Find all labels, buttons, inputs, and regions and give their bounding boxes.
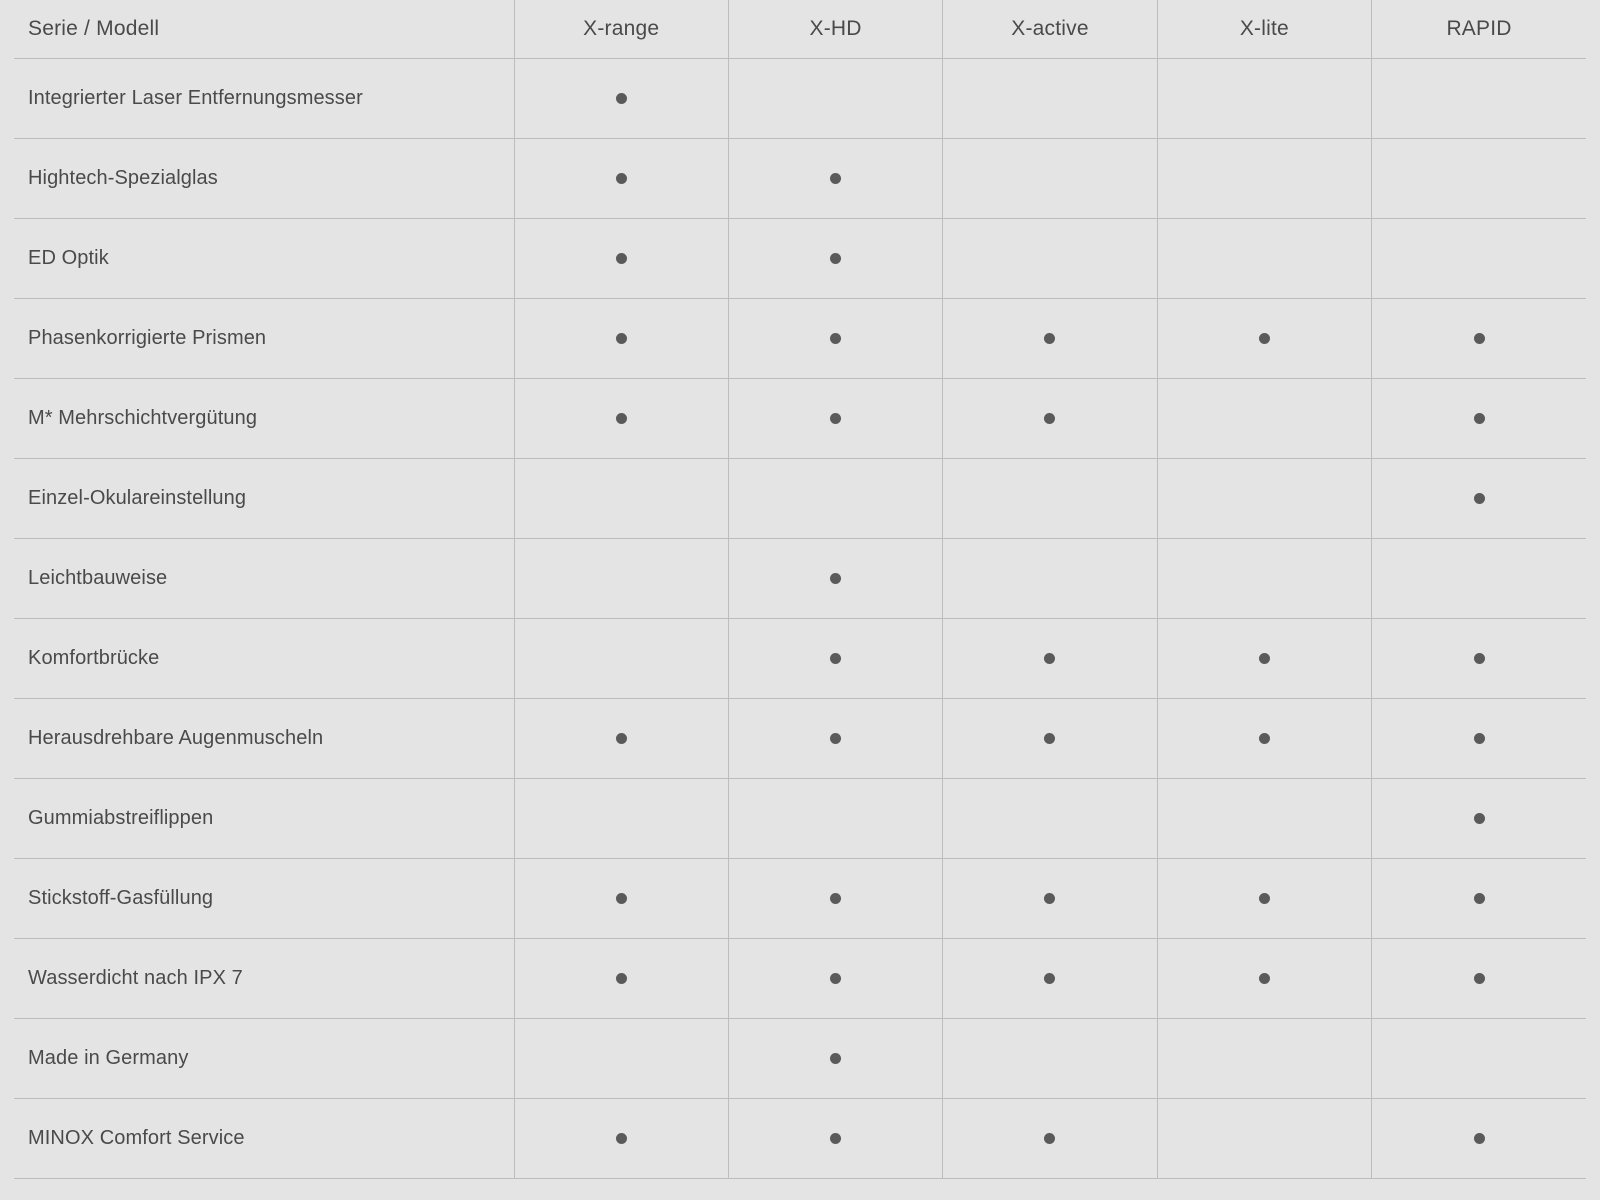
bullet-dot-icon <box>616 173 627 184</box>
feature-availability-cell <box>1372 139 1586 219</box>
feature-availability-cell <box>728 539 942 619</box>
feature-availability-cell <box>728 299 942 379</box>
bullet-dot-icon <box>1044 893 1055 904</box>
feature-label: Phasenkorrigierte Prismen <box>14 299 514 379</box>
feature-availability-cell <box>943 59 1157 139</box>
feature-availability-cell <box>514 139 728 219</box>
bullet-dot-icon <box>1474 333 1485 344</box>
table-body <box>14 59 1586 1179</box>
table-row <box>14 539 1586 619</box>
feature-availability-cell <box>943 779 1157 859</box>
feature-availability-cell <box>1372 1019 1586 1099</box>
feature-availability-cell <box>1372 1099 1586 1179</box>
feature-availability-cell <box>514 299 728 379</box>
column-header-model-1: X-HD <box>728 0 942 59</box>
feature-label: ED Optik <box>14 219 514 299</box>
feature-availability-cell <box>514 1019 728 1099</box>
feature-availability-cell <box>1157 1099 1371 1179</box>
table-row <box>14 619 1586 699</box>
header-row <box>14 0 1586 59</box>
feature-availability-cell <box>728 779 942 859</box>
feature-availability-cell <box>1372 219 1586 299</box>
feature-availability-cell <box>1157 299 1371 379</box>
feature-availability-cell <box>514 539 728 619</box>
feature-availability-cell <box>728 379 942 459</box>
bullet-dot-icon <box>1259 733 1270 744</box>
feature-availability-cell <box>514 379 728 459</box>
table-row <box>14 139 1586 219</box>
table-row <box>14 699 1586 779</box>
table-header <box>14 0 1586 59</box>
feature-label: Integrierter Laser Entfernungsmesser <box>14 59 514 139</box>
feature-availability-cell <box>1372 939 1586 1019</box>
feature-availability-cell <box>1157 859 1371 939</box>
bullet-dot-icon <box>616 413 627 424</box>
feature-availability-cell <box>728 1019 942 1099</box>
bullet-dot-icon <box>1044 973 1055 984</box>
feature-availability-cell <box>728 1099 942 1179</box>
bullet-dot-icon <box>830 973 841 984</box>
bullet-dot-icon <box>616 253 627 264</box>
feature-availability-cell <box>1372 619 1586 699</box>
feature-label: Komfortbrücke <box>14 619 514 699</box>
bullet-dot-icon <box>616 333 627 344</box>
feature-availability-cell <box>728 59 942 139</box>
feature-availability-cell <box>943 299 1157 379</box>
bullet-dot-icon <box>1474 653 1485 664</box>
feature-availability-cell <box>1157 939 1371 1019</box>
bullet-dot-icon <box>830 253 841 264</box>
table-row <box>14 59 1586 139</box>
bullet-dot-icon <box>830 173 841 184</box>
bullet-dot-icon <box>830 573 841 584</box>
bullet-dot-icon <box>830 1053 841 1064</box>
table-row <box>14 1099 1586 1179</box>
bullet-dot-icon <box>1044 413 1055 424</box>
feature-availability-cell <box>943 1099 1157 1179</box>
feature-availability-cell <box>728 459 942 539</box>
bullet-dot-icon <box>830 1133 841 1144</box>
feature-availability-cell <box>1157 59 1371 139</box>
feature-availability-cell <box>514 219 728 299</box>
feature-availability-cell <box>514 939 728 1019</box>
feature-availability-cell <box>514 699 728 779</box>
column-header-model-3: X-lite <box>1157 0 1371 59</box>
bullet-dot-icon <box>1259 333 1270 344</box>
table-row <box>14 939 1586 1019</box>
feature-availability-cell <box>943 139 1157 219</box>
feature-label: Made in Germany <box>14 1019 514 1099</box>
bullet-dot-icon <box>1474 413 1485 424</box>
bullet-dot-icon <box>830 333 841 344</box>
bullet-dot-icon <box>1259 973 1270 984</box>
feature-availability-cell <box>728 859 942 939</box>
feature-label: Gummiabstreiflippen <box>14 779 514 859</box>
bullet-dot-icon <box>1474 973 1485 984</box>
feature-label: Hightech-Spezialglas <box>14 139 514 219</box>
feature-availability-cell <box>1157 779 1371 859</box>
table-row <box>14 379 1586 459</box>
feature-availability-cell <box>1372 539 1586 619</box>
feature-availability-cell <box>1157 699 1371 779</box>
feature-availability-cell <box>1372 299 1586 379</box>
feature-availability-cell <box>1157 379 1371 459</box>
feature-availability-cell <box>1157 219 1371 299</box>
feature-availability-cell <box>943 939 1157 1019</box>
column-header-model-2: X-active <box>943 0 1157 59</box>
bullet-dot-icon <box>1259 653 1270 664</box>
column-header-feature: Serie / Modell <box>14 0 514 59</box>
feature-availability-cell <box>943 219 1157 299</box>
bullet-dot-icon <box>616 93 627 104</box>
feature-label: Einzel-Okulareinstellung <box>14 459 514 539</box>
bullet-dot-icon <box>830 413 841 424</box>
feature-availability-cell <box>1372 859 1586 939</box>
bullet-dot-icon <box>1044 653 1055 664</box>
bullet-dot-icon <box>1474 813 1485 824</box>
bullet-dot-icon <box>616 973 627 984</box>
bullet-dot-icon <box>1474 893 1485 904</box>
feature-availability-cell <box>514 859 728 939</box>
table-row <box>14 219 1586 299</box>
bullet-dot-icon <box>830 733 841 744</box>
bullet-dot-icon <box>1474 493 1485 504</box>
table-row <box>14 1019 1586 1099</box>
feature-availability-cell <box>1372 59 1586 139</box>
table-row <box>14 859 1586 939</box>
feature-comparison-table <box>14 0 1586 1179</box>
feature-availability-cell <box>1157 139 1371 219</box>
feature-availability-cell <box>1157 619 1371 699</box>
feature-availability-cell <box>728 139 942 219</box>
feature-availability-cell <box>728 219 942 299</box>
feature-availability-cell <box>514 1099 728 1179</box>
feature-availability-cell <box>728 699 942 779</box>
bullet-dot-icon <box>1259 893 1270 904</box>
feature-availability-cell <box>943 699 1157 779</box>
feature-availability-cell <box>514 779 728 859</box>
feature-label: Wasserdicht nach IPX 7 <box>14 939 514 1019</box>
bullet-dot-icon <box>616 893 627 904</box>
table-row <box>14 779 1586 859</box>
feature-availability-cell <box>943 1019 1157 1099</box>
feature-availability-cell <box>728 939 942 1019</box>
bullet-dot-icon <box>830 893 841 904</box>
feature-availability-cell <box>1372 699 1586 779</box>
feature-availability-cell <box>514 459 728 539</box>
feature-availability-cell <box>943 379 1157 459</box>
column-header-model-4: RAPID <box>1372 0 1586 59</box>
feature-label: Herausdrehbare Augenmuscheln <box>14 699 514 779</box>
feature-label: MINOX Comfort Service <box>14 1099 514 1179</box>
feature-label: Stickstoff-Gasfüllung <box>14 859 514 939</box>
feature-availability-cell <box>1372 459 1586 539</box>
feature-availability-cell <box>943 619 1157 699</box>
feature-availability-cell <box>1372 379 1586 459</box>
bullet-dot-icon <box>1044 1133 1055 1144</box>
feature-availability-cell <box>1157 459 1371 539</box>
table-row <box>14 299 1586 379</box>
feature-availability-cell <box>514 59 728 139</box>
bullet-dot-icon <box>616 1133 627 1144</box>
column-header-model-0: X-range <box>514 0 728 59</box>
table-row <box>14 459 1586 539</box>
bullet-dot-icon <box>1474 1133 1485 1144</box>
feature-label: Leichtbauweise <box>14 539 514 619</box>
feature-availability-cell <box>943 459 1157 539</box>
feature-availability-cell <box>728 619 942 699</box>
feature-availability-cell <box>943 859 1157 939</box>
bullet-dot-icon <box>1044 733 1055 744</box>
feature-label: M* Mehrschichtvergütung <box>14 379 514 459</box>
bullet-dot-icon <box>830 653 841 664</box>
bullet-dot-icon <box>1474 733 1485 744</box>
bullet-dot-icon <box>616 733 627 744</box>
bullet-dot-icon <box>1044 333 1055 344</box>
feature-availability-cell <box>514 619 728 699</box>
feature-availability-cell <box>1372 779 1586 859</box>
feature-availability-cell <box>943 539 1157 619</box>
feature-availability-cell <box>1157 1019 1371 1099</box>
feature-availability-cell <box>1157 539 1371 619</box>
